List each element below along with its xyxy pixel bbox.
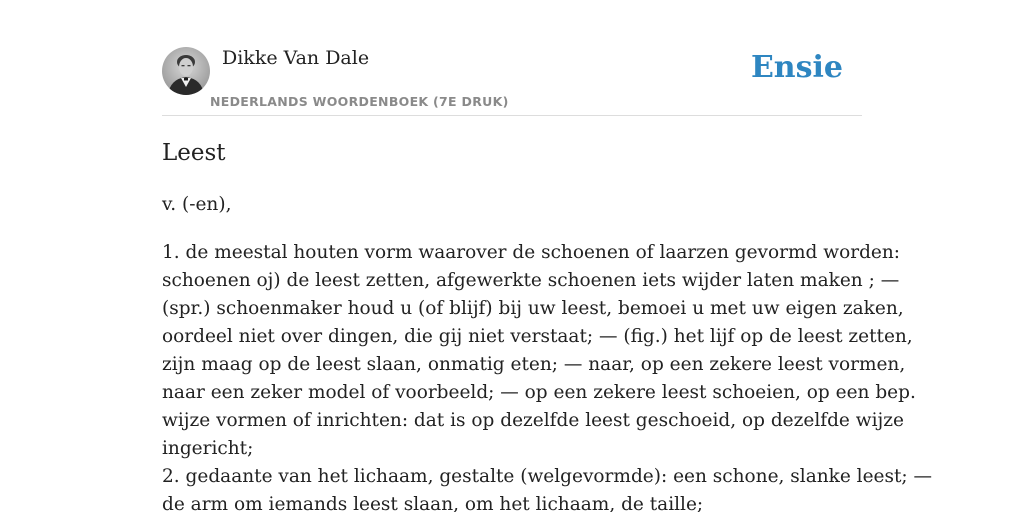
definition-line: zijn maag op de leest slaan, onmatig eten; — naar, op een zekere leest vormen, — [162, 354, 906, 375]
source-label[interactable]: NEDERLANDS WOORDENBOEK (7E DRUK) — [210, 94, 509, 109]
definition-line: wijze vormen of inrichten: dat is op dezelfde leest geschoeid, op dezelfde wijze — [162, 410, 904, 431]
definition-line: schoenen oj) de leest zetten, afgewerkte schoenen iets wijder laten maken ; — — [162, 270, 900, 291]
definition-line: de arm om iemands leest slaan, om het lichaam, de taille; — [162, 494, 704, 512]
author-avatar[interactable] — [162, 47, 210, 95]
definition-line: (spr.) schoenmaker houd u (of blijf) bij uw leest, bemoei u met uw eigen zaken, — [162, 298, 904, 319]
definition-text — [162, 239, 933, 512]
definition-line: 1. de meestal houten vorm waarover de schoenen of laarzen gevormd worden: — [162, 242, 901, 263]
author-name[interactable]: Dikke Van Dale — [222, 47, 370, 69]
definition-line: oordeel niet over dingen, die gij niet verstaat; — (fig.) het lijf op de leest zetten, — [162, 326, 913, 347]
grammar-info: v. (-en), — [162, 194, 232, 215]
portrait-icon — [162, 47, 210, 95]
brand-logo[interactable]: Ensie — [750, 50, 843, 85]
definition-line: naar een zeker model of voorbeeld; — op een zekere leest schoeien, op een bep. — [162, 382, 916, 403]
definition-line: ingericht; — [162, 438, 254, 459]
definition-line: 2. gedaante van het lichaam, gestalte (welgevormde): een schone, slanke leest; — — [162, 466, 933, 487]
page-title: Leest — [162, 140, 226, 166]
header — [162, 44, 862, 116]
